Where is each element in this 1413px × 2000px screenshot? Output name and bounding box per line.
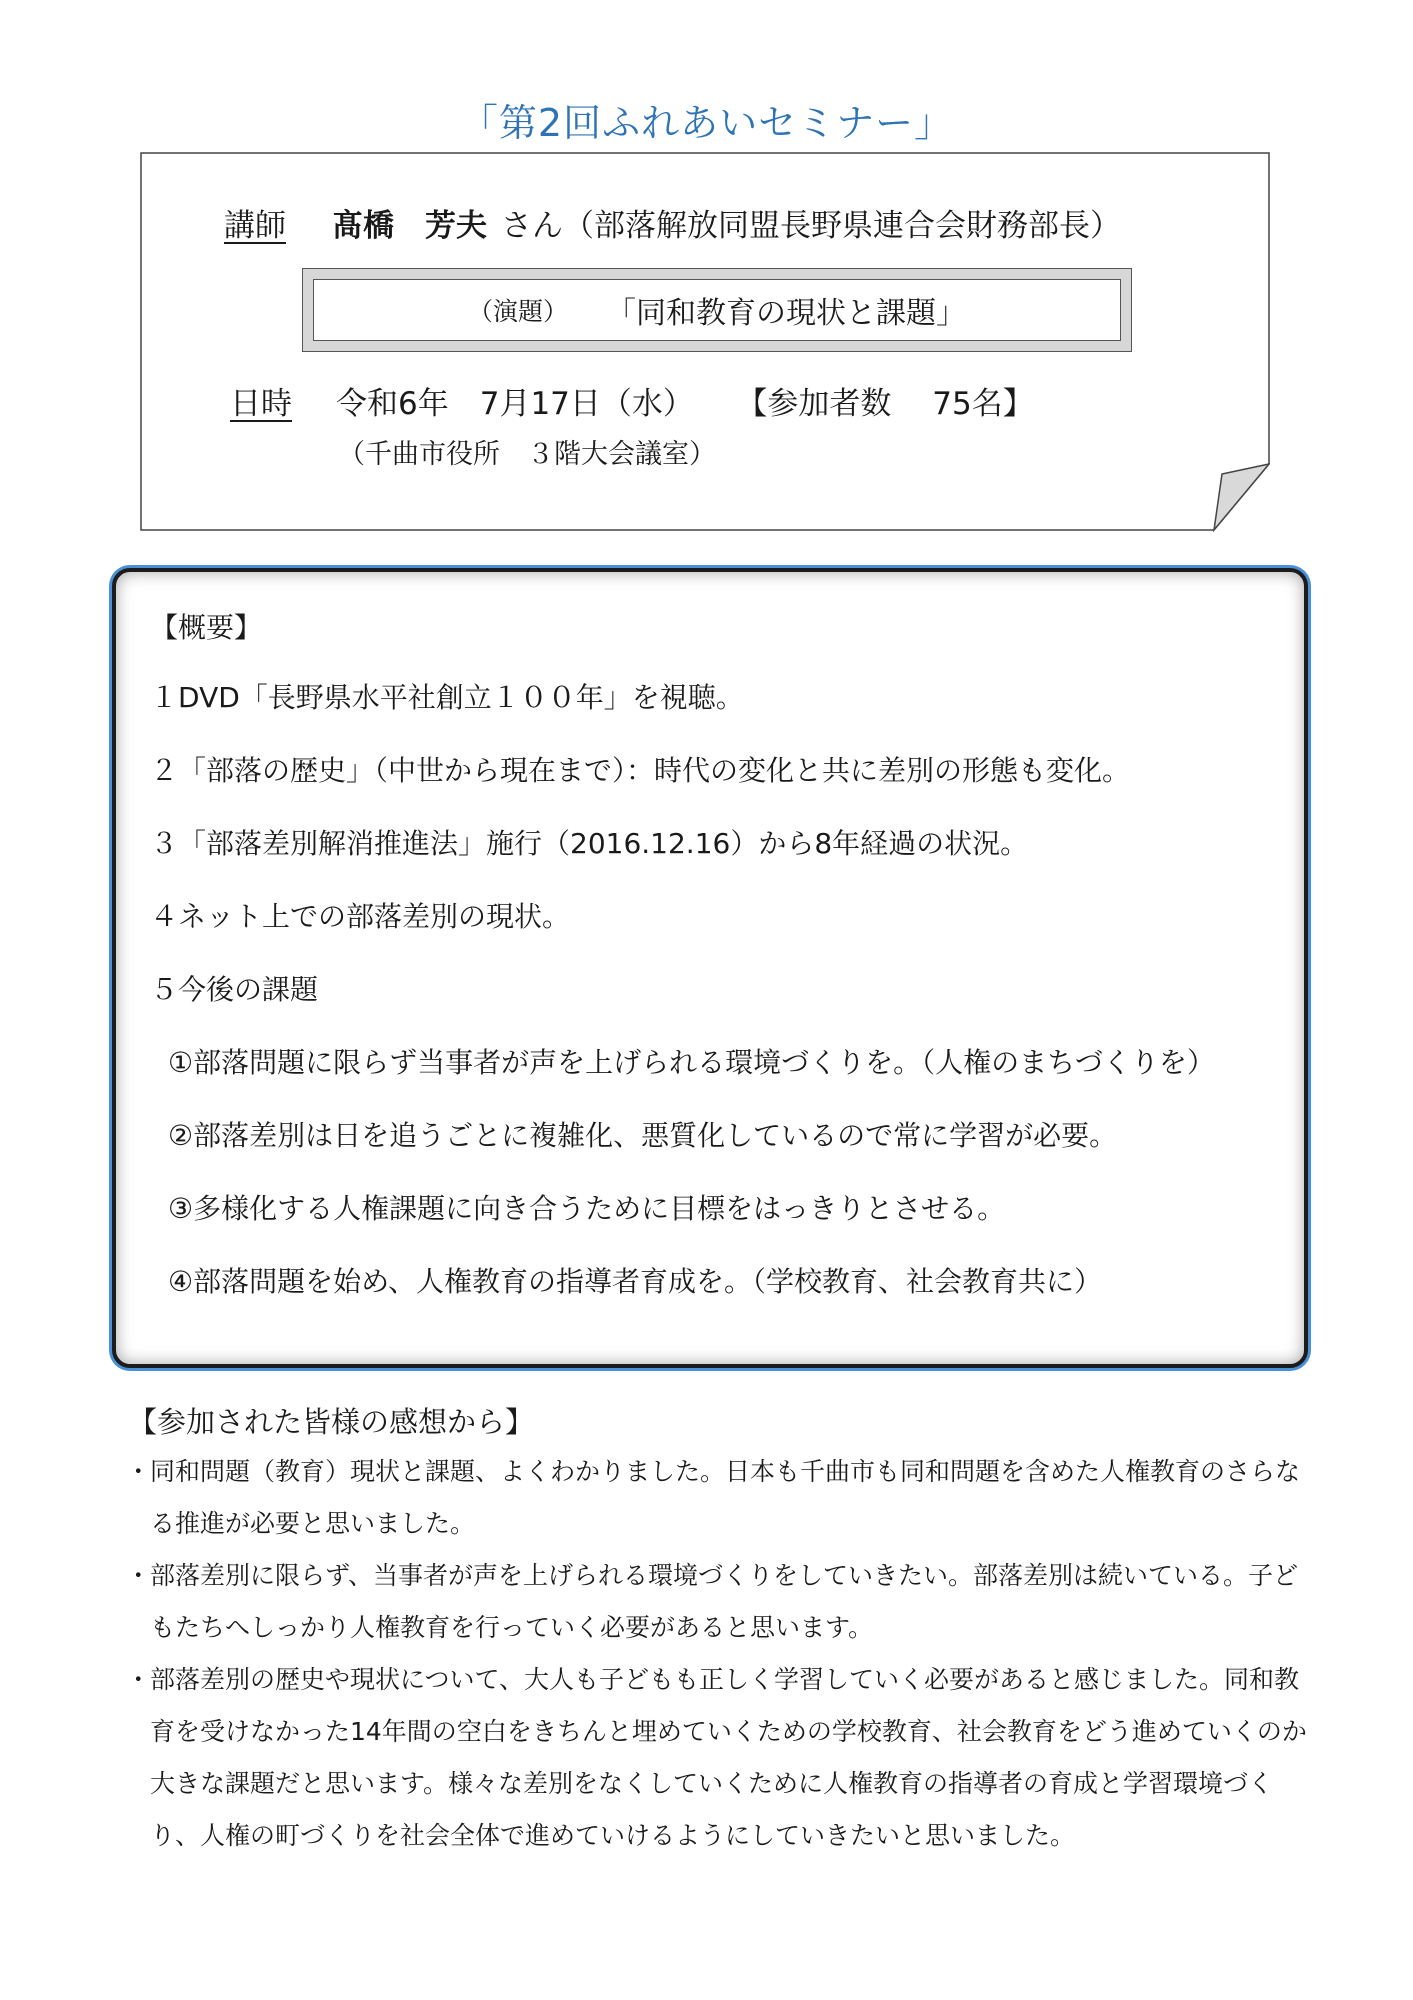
lecturer-affiliation: さん（部落解放同盟長野県連合会財務部長） xyxy=(501,208,1121,244)
datetime-value: 令和6年 7月17日（水） xyxy=(336,386,694,422)
summary-heading: 【概要】 xyxy=(150,611,263,644)
impression-text: 同和問題（教育）現状と課題、よくわかりました。日本も千曲市も同和問題を含めた人権教育のさらなる推進が必要と思いました。 xyxy=(150,1457,1301,1538)
venue: （千曲市役所 ３階大会議室） xyxy=(338,439,716,470)
summary-subitem: ②部落差別は日を追うごとに複雑化、悪質化しているので常に学習が必要。 xyxy=(168,1119,1118,1152)
impressions-heading: 【参加された皆様の感想から】 xyxy=(128,1405,535,1439)
datetime-label: 日時 xyxy=(230,386,292,422)
summary-subitem: ①部落問題に限らず当事者が声を上げられる環境づくりを。（人権のまちづくりを） xyxy=(168,1046,1215,1079)
topic-inner xyxy=(313,279,1121,341)
summary-subitem: ④部落問題を始め、人権教育の指導者育成を。（学校教育、社会教育共に） xyxy=(168,1265,1102,1298)
impression-item xyxy=(132,1446,1312,1550)
topic-text: 「同和教育の現状と課題」 xyxy=(606,296,966,331)
attendee-count: 【参加者数 75名】 xyxy=(751,386,1034,422)
impression-text: 部落差別の歴史や現状について、大人も子どもも正しく学習していく必要があると感じました。同和教育を受けなかった14年間の空白をきちんと埋めていくための学校教育、社会教育をどう進めていくのか大きな課題だと思います。様々な差別をなくしていくために人権教育の指導者の育成と学習環境づくり、人権の町づくりを社会全体で進めていけるようにしていきたいと思いました。 xyxy=(150,1665,1307,1850)
summary-item: ３「部落差別解消推進法」施行（2016.12.16）から8年経過の状況。 xyxy=(150,827,1029,860)
impression-item xyxy=(132,1550,1312,1654)
impression-item xyxy=(132,1654,1312,1862)
summary-subitem: ③多様化する人権課題に向き合うために目標をはっきりとさせる。 xyxy=(168,1192,1006,1225)
bullet: ･ xyxy=(132,1457,145,1486)
lecturer-label: 講師 xyxy=(224,208,286,244)
summary-box xyxy=(112,568,1308,1368)
summary-item: ２「部落の歴史」（中世から現在まで）：時代の変化と共に差別の形態も変化。 xyxy=(150,754,1131,787)
page-title: 「第2回ふれあいセミナー」 xyxy=(459,101,954,145)
bullet: ･ xyxy=(132,1561,145,1590)
topic-label: （演題） xyxy=(467,297,568,326)
lecturer-line xyxy=(224,200,1121,245)
impression-text: 部落差別に限らず、当事者が声を上げられる環境づくりをしていきたい。部落差別は続いている。子どもたちへしっかり人権教育を行っていく必要があると思います。 xyxy=(150,1561,1299,1642)
summary-item: １DVD「長野県水平社創立１００年」を視聴。 xyxy=(150,681,744,714)
topic-box xyxy=(302,268,1132,352)
summary-item: ４ネット上での部落差別の現状。 xyxy=(150,900,571,933)
summary-item: ５今後の課題 xyxy=(150,973,319,1006)
datetime-line xyxy=(230,378,1034,423)
bullet: ･ xyxy=(132,1665,145,1694)
lecturer-name: 髙橋 芳夫 xyxy=(332,208,487,244)
